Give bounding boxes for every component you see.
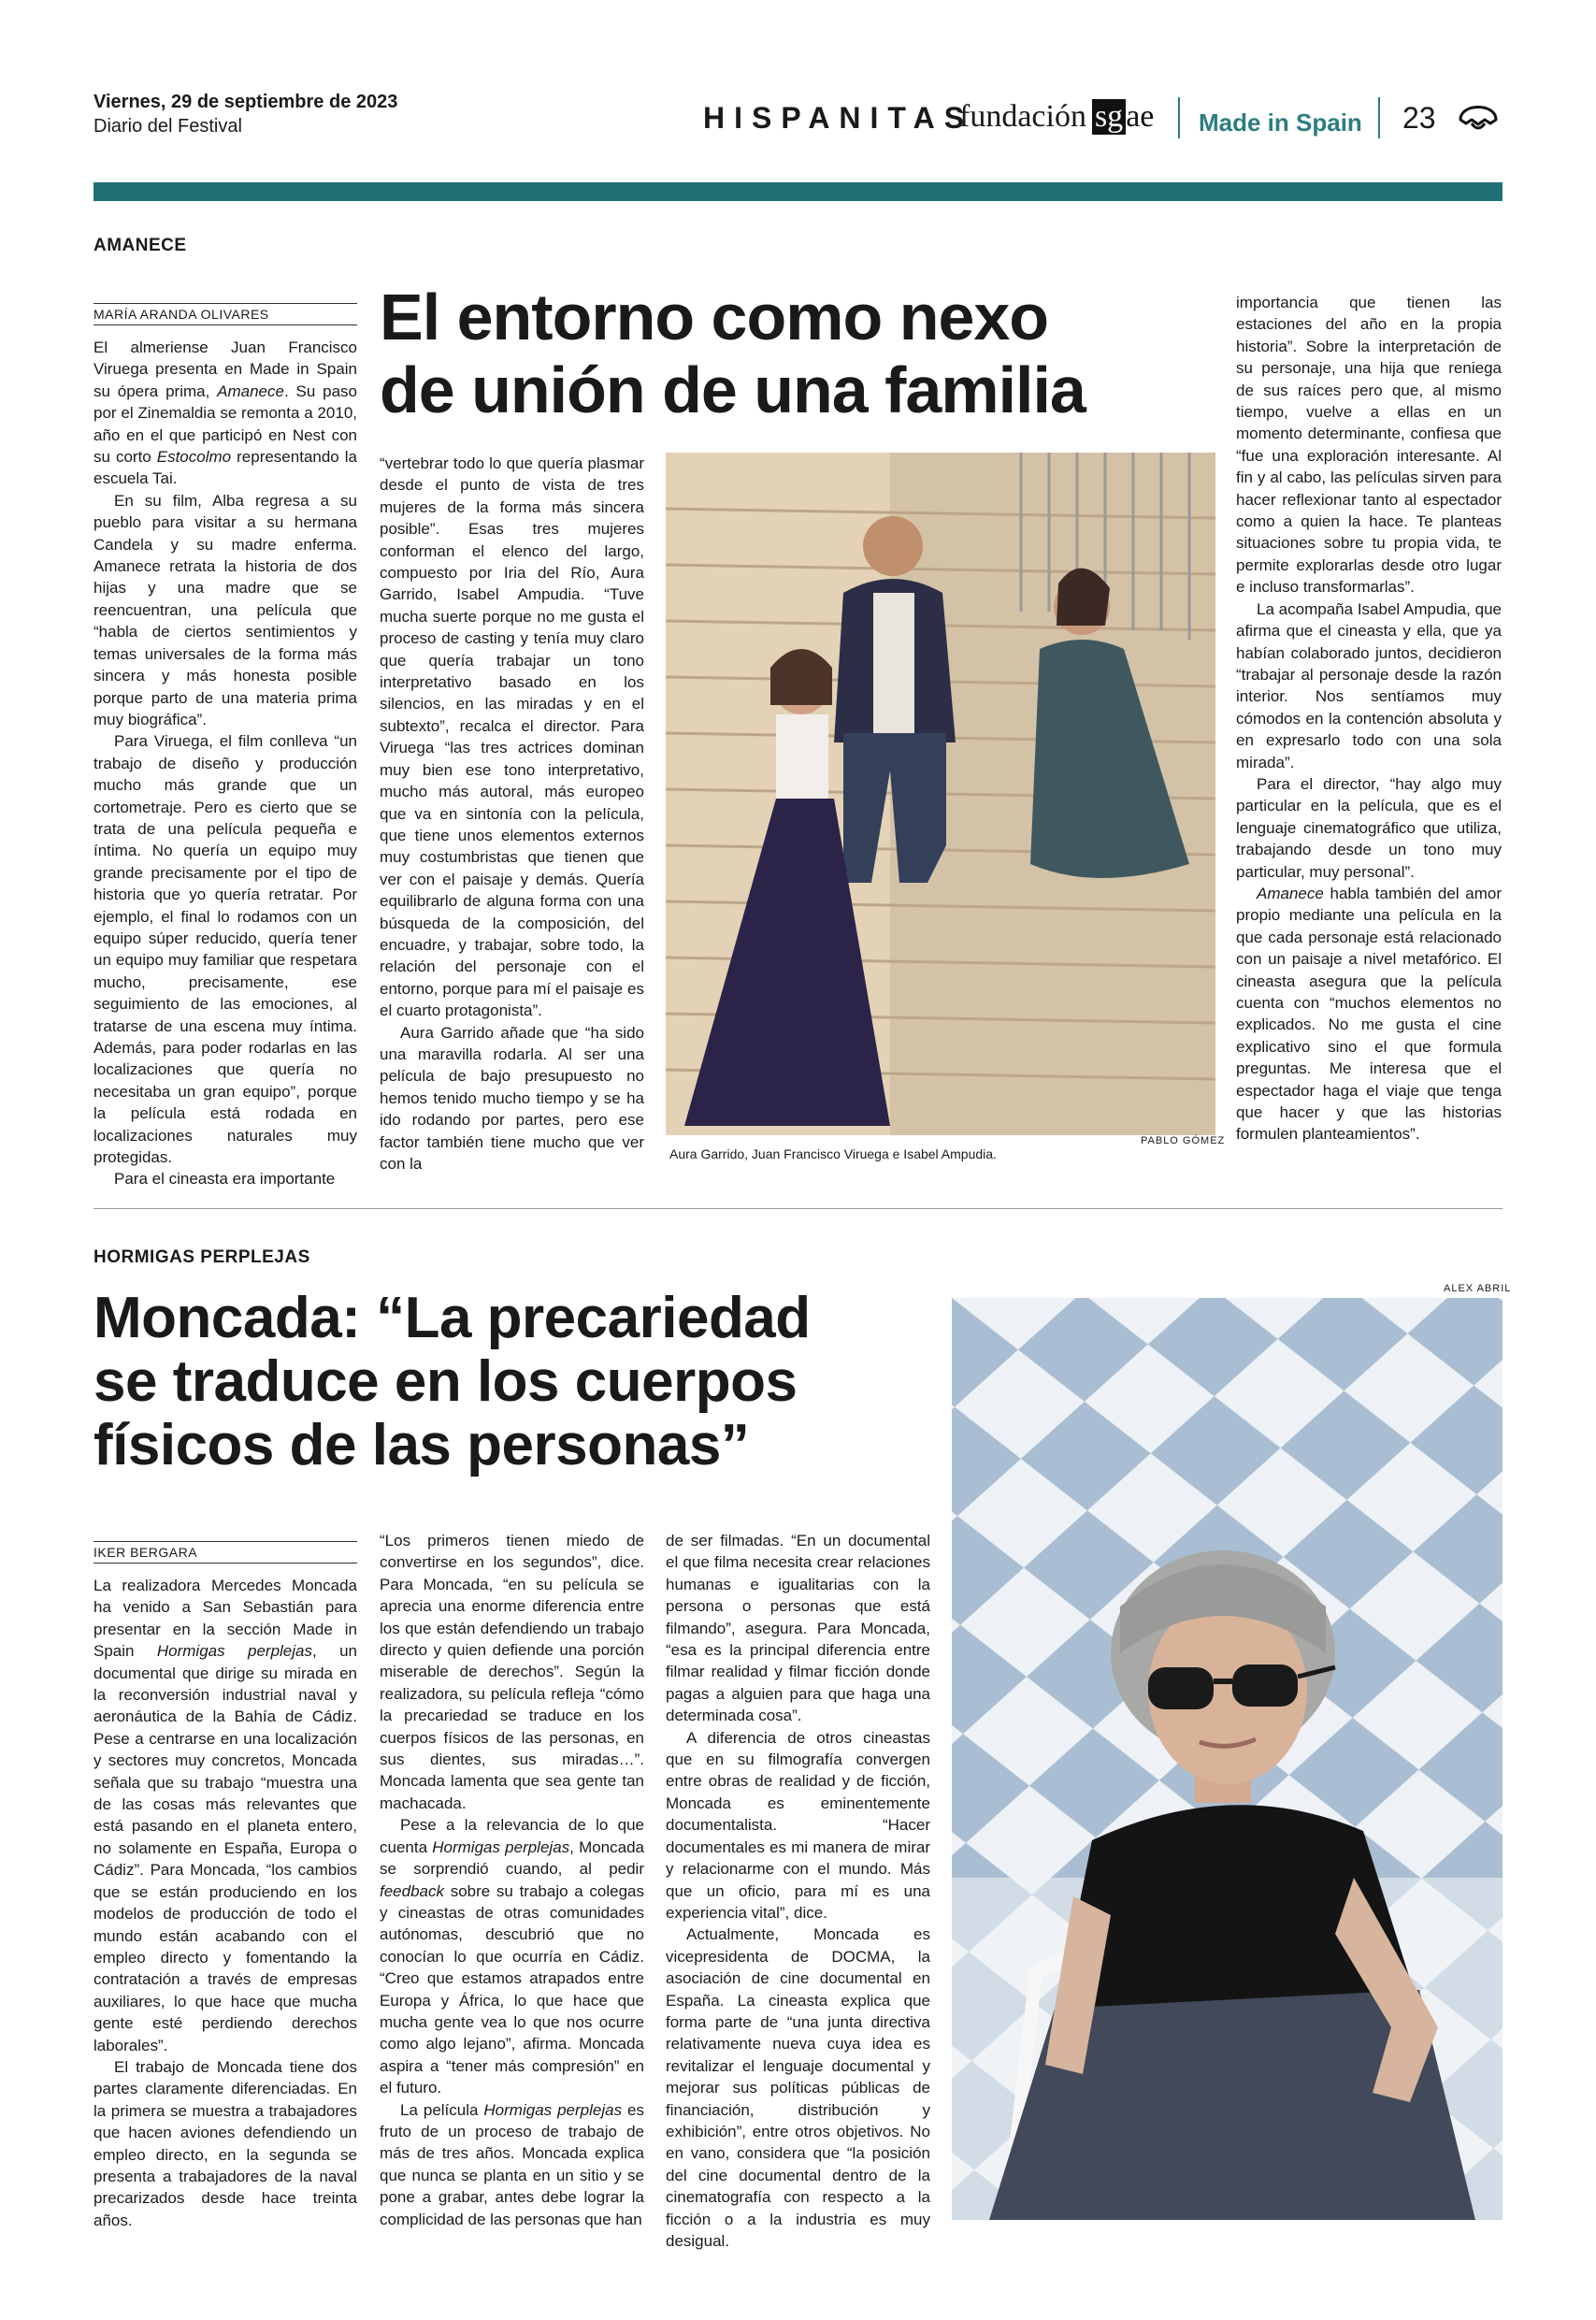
paragraph: Para el director, “hay algo muy particular en la película, que es el lenguaje cinematográfico que utiliza, trabajando desde un tono muy particular, muy personal”. <box>1236 774 1502 881</box>
paragraph: “Los primeros tienen miedo de convertirse en los segundos”, dice. Para Moncada, “en su película se aprecia una enorme diferencia entre los que están defendiendo un trabajo directo y quien defiende una porción miserable de derechos”. Según la realizadora, su película refleja “cómo la precariedad se traduce en los cuerpos físicos de las personas, en sus dientes, sus miradas…”. Moncada lamenta que sea gente tan machacada. <box>380 1532 644 1812</box>
headline-line: de unión de una familia <box>380 353 1086 426</box>
section-title: Made in Spain <box>1199 108 1362 137</box>
sgae-box: sg <box>1092 99 1126 135</box>
publication-name: Diario del Festival <box>93 116 242 137</box>
paragraph: importancia que tienen las estaciones del año en la propia historia”. Sobre la interpretación de su personaje, una hija que reniega de sus raíces pero que, al mismo tiempo, vuelve a ellas en un momento determinante, confiesa que “fue una exploración interesante. Al fin y al cabo, las películas sirven para hacer reflexionar tanto al espectador como a quien la hace. Te planteas situaciones sobre tu propia vida, te permite explorarlas desde otro lugar e incluso transformarlas”. <box>1236 294 1502 597</box>
photo-credit: ALEX ABRIL <box>1444 1283 1512 1294</box>
paragraph: Actualmente, Moncada es vicepresidenta de DOCMA, la asociación de cine documental en España. La cineasta explica que forma parte de “una junta directiva relativamente nueva cuya idea es revitalizar el lenguaje documental y mejorar sus políticas públicas de financiación, distribución y exhibición”, entre otros objetivos. No en vano, considera que “la posición del cine documental dentro de la cinematografía con respecto a la ficción o a la industria es muy desigual. <box>666 1925 930 2250</box>
sgae-rest: ae <box>1126 99 1155 134</box>
article-column <box>666 1530 930 2252</box>
headline-line: El entorno como nexo <box>380 281 1049 353</box>
shell-icon <box>1457 95 1500 135</box>
headline <box>380 281 1086 426</box>
paragraph: “vertebrar todo lo que quería plasmar desde el punto de vista de tres mujeres de la forma más sincera posible”. Esas tres mujeres conforman el elenco del largo, compuesto por Iria del Río, Aura Garrido, Isabel Ampudia. “Tuve mucha suerte porque no me gusta el proceso de casting y tenía muy claro que quería trabajar un tono interpretativo basado en los silencios, en las miradas y en el subtexto”, recalca el director. Para Viruega “las tres actrices dominan muy bien ese tono interpretativo, mucho más autoral, más europeo que va en sintonía con la película, que tiene unos elementos externos muy costumbristas que tienen que ver con el paisaje y demás. Quería equilibrarlo de alguna forma con una búsqueda de la composición, del encuadre, y trabajar, sobre todo, la relación del personaje con el entorno, porque para mí el paisaje es el cuarto protagonista”. <box>380 454 644 1020</box>
article-tag: HORMIGAS PERPLEJAS <box>93 1247 310 1267</box>
paragraph: El trabajo de Moncada tiene dos partes claramente diferenciadas. En la primera se muestra a trabajadores que hacen aviones defendiendo un empleo directo, en la segunda se presenta a trabajadores de la naval precarizados desde hace treinta años. <box>93 2057 357 2229</box>
photo-stairs <box>666 453 1215 1135</box>
issue-date: Viernes, 29 de septiembre de 2023 <box>93 92 398 112</box>
article-tag: AMANECE <box>93 236 187 255</box>
article-column <box>93 337 357 1190</box>
paragraph: La realizadora Mercedes Moncada ha venido a San Sebastián para presentar en la sección Made in Spain Hormigas perplejas, un documental que dirige su mirada en la reconversión industrial naval y aeronáutica de la Bahía de Cádiz. Pese a centrarse en una localización y sectores muy concretos, Moncada señala que su trabajo “muestra una de las cosas más relevantes que está pasando en el planeta entero, no solamente en España, Europa o Cádiz”. Para Moncada, “los cambios que se están produciendo en los modelos de producción de todo el mundo están acabando con el empleo directo y fomentando la contratación a través de empresas auxiliares, lo que hace que mucha gente esté perdiendo derechos laborales”. <box>93 1577 358 2054</box>
article-column <box>1236 292 1502 1146</box>
fundacion-sgae-logo <box>959 99 1154 135</box>
photo-portrait <box>952 1298 1503 2220</box>
header-bar <box>93 182 1503 201</box>
article-column <box>380 453 644 1174</box>
headline <box>93 1287 811 1477</box>
byline: MARÍA ARANDA OLIVARES <box>93 303 357 325</box>
paragraph: La película Hormigas perplejas es fruto de un proceso de trabajo de más de tres años. Moncada explica que nunca se planta en un sitio y se pone a grabar, antes debe lograr la complicidad de las personas que han <box>380 2100 644 2228</box>
header-divider <box>1378 97 1380 138</box>
paragraph: A diferencia de otros cineastas que en su filmografía convergen entre obras de realidad y de ficción, Moncada es eminentemente documentalista. “Hacer documentales es mi manera de mirar y relacionarme con el mundo. Más que un oficio, para mí es una experiencia vital”, dice. <box>666 1728 930 1922</box>
paragraph: Pese a la relevancia de lo que cuenta Hormigas perplejas, Moncada se sorprendió cuando, al pedir feedback sobre su trabajo a colegas y cineastas de otras comunidades autónomas, descubrió que no conocían lo que ocurría en Cádiz. “Creo que estamos atrapados entre Europa y África, lo que hace que mucha gente vea lo que nos ocurre como algo lejano”, afirma. Moncada aspira a “tener más compresión” en el futuro. <box>380 1816 645 2097</box>
page-number: 23 <box>1402 101 1436 135</box>
photo-caption: Aura Garrido, Juan Francisco Viruega e Isabel Ampudia. <box>669 1146 997 1161</box>
paragraph: El almeriense Juan Francisco Viruega presenta en Made in Spain su ópera prima, Amanece. Su paso por el Zinemaldia se remonta a 2010, año en el que participó en Nest con su corto Estocolmo representando la escuela Tai. <box>93 339 357 488</box>
paragraph: Para el cineasta era importante <box>114 1170 336 1189</box>
fundacion-text: fundación <box>959 99 1086 134</box>
paragraph: Amanece habla también del amor propio mediante una película en la que cada personaje está relacionado con un paisaje a nivel metafórico. El cineasta asegura que la película cuenta con “muchos elementos no explicados. No me gusta el cine explicativo sino el que formula preguntas. Me interesa que el espectador haga el viaje que tenga que hacer y que las historias formulen planteamientos”. <box>1236 884 1502 1144</box>
paragraph: Aura Garrido añade que “ha sido una maravilla rodarla. Al ser una película de bajo presupuesto no hemos tenido mucho tiempo y se ha ido rodando por partes, pero ese factor también tiene mucho que ver con la <box>380 1023 644 1173</box>
paragraph: Para Viruega, el film conlleva “un trabajo de diseño y producción mucho más grande que un cortometraje. Pero es cierto que se trata de una película pequeña e íntima. No quería un equipo muy grande precisamente por el tipo de historia que yo quería retratar. Por ejemplo, el final lo rodamos con un equipo súper reducido, quería tener un equipo muy familiar que respetara mucho, precisamente, ese seguimiento de las emociones, al tratarse de una escena muy íntima. Además, para poder rodarlas en las localizaciones que quería no necesitaba un gran equipo”, porque la película está rodada en localizaciones naturales muy protegidas. <box>93 732 357 1167</box>
hispanitas-logo: HISPANITAS <box>703 101 974 135</box>
headline-line: se traduce en los cuerpos <box>93 1349 798 1414</box>
photo-credit: PABLO GÓMEZ <box>1141 1135 1226 1146</box>
header-divider <box>1178 97 1180 138</box>
article-column <box>93 1575 357 2231</box>
article-column <box>380 1530 644 2230</box>
headline-line: Moncada: “La precariedad <box>93 1286 811 1350</box>
paragraph: En su film, Alba regresa a su pueblo para visitar a su hermana Candela y su madre enferma. Amanece retrata la historia de dos hijas y una madre que se reencuentran, una película que “habla de ciertos sentimientos y temas universales de la forma más sincera y más honesta posible porque parto de una materia prima muy biográfica”. <box>93 491 357 728</box>
byline: IKER BERGARA <box>93 1541 357 1563</box>
headline-line: físicos de las personas” <box>93 1413 750 1477</box>
paragraph: La acompaña Isabel Ampudia, que afirma que el cineasta y ella, que ya habían colaborado juntos, decidieron “trabajar al personaje desde la razón interior. Nos sentíamos muy cómodos en la contención absoluta y en expresarlo todo con una sola mirada”. <box>1236 599 1502 771</box>
paragraph: de ser filmadas. “En un documental el que filma necesita crear relaciones humanas e igualitarias con la persona o personas que está filmando”, asegura. Para Moncada, “esa es la principal diferencia entre filmar realidad y filmar ficción donde pagas a alguien para que haga una determinada cosa”. <box>666 1532 930 1725</box>
article-separator <box>93 1208 1503 1209</box>
